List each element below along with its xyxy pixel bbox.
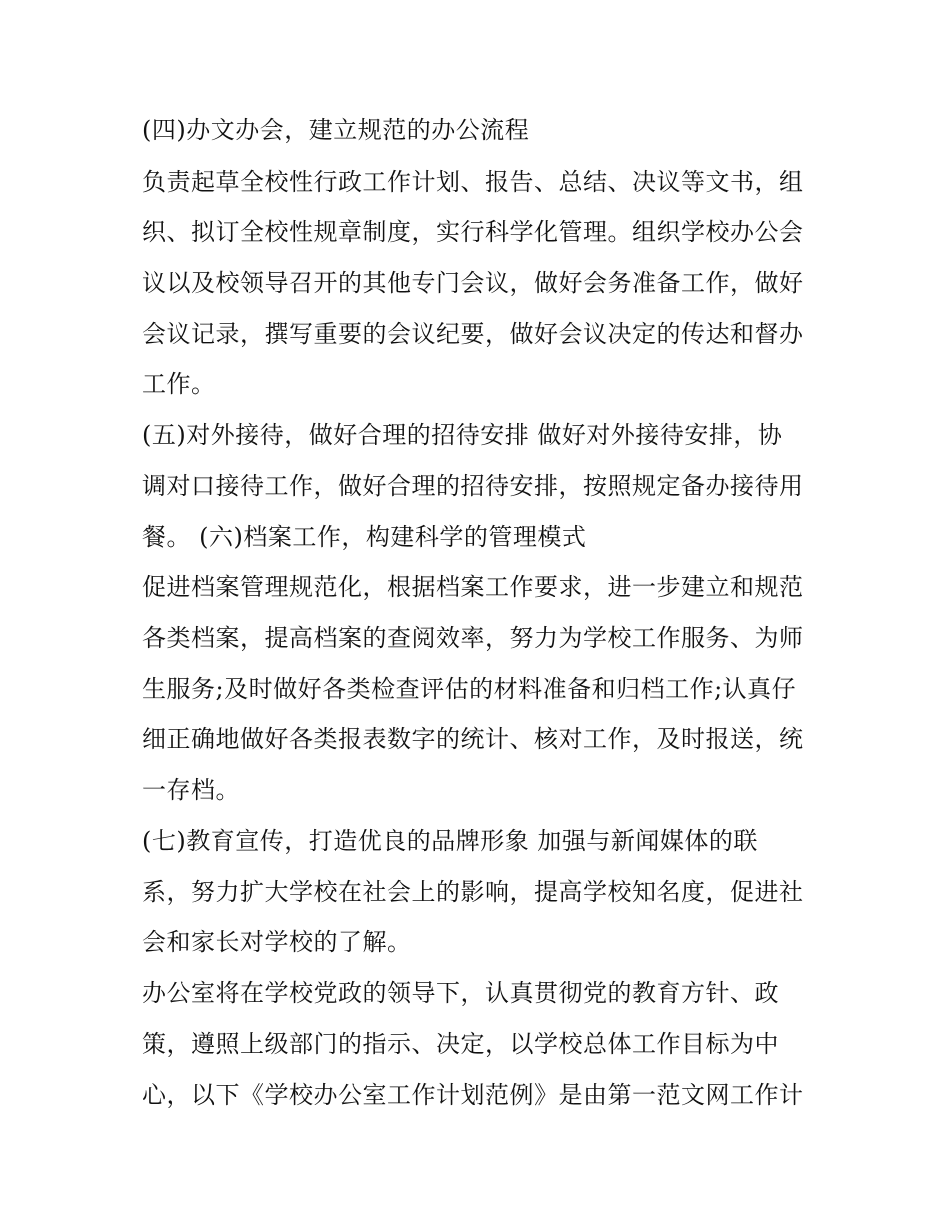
paragraph-line: 织、拟订全校性规章制度，实行科学化管理。组织学校办公会 <box>142 218 804 246</box>
section-heading-7: (七)教育宣传，打造优良的品牌形象 加强与新闻媒体的联 <box>142 827 758 855</box>
paragraph-line: 心，以下《学校办公室工作计划范例》是由第一范文网工作计 <box>142 1081 804 1109</box>
paragraph-line: 系，努力扩大学校在社会上的影响，提高学校知名度，促进社 <box>142 878 804 906</box>
paragraph-line: 议以及校领导召开的其他专门会议，做好会务准备工作，做好 <box>142 269 804 297</box>
section-heading-4: (四)办文办会，建立规范的办公流程 <box>142 116 530 144</box>
paragraph-line: 调对口接待工作，做好合理的招待安排，按照规定备办接待用 <box>142 472 804 500</box>
paragraph-line: 办公室将在学校党政的领导下，认真贯彻党的教育方针、政 <box>142 979 779 1007</box>
paragraph-line: 细正确地做好各类报表数字的统计、核对工作，及时报送，统 <box>142 725 804 753</box>
paragraph-line: 策，遵照上级部门的指示、决定，以学校总体工作目标为中 <box>142 1030 779 1058</box>
section-heading-5: (五)对外接待，做好合理的招待安排 做好对外接待安排，协 <box>142 421 783 449</box>
paragraph-line: 生服务;及时做好各类检查评估的材料准备和归档工作;认真仔 <box>142 675 797 703</box>
paragraph-line: 促进档案管理规范化，根据档案工作要求，进一步建立和规范 <box>142 573 804 601</box>
paragraph-line: 会和家长对学校的了解。 <box>142 928 412 956</box>
section-heading-6: 餐。 (六)档案工作，构建科学的管理模式 <box>142 523 587 551</box>
paragraph-line: 负责起草全校性行政工作计划、报告、总结、决议等文书，组 <box>142 168 804 196</box>
paragraph-line: 各类档案，提高档案的查阅效率，努力为学校工作服务、为师 <box>142 624 804 652</box>
paragraph-line: 工作。 <box>142 370 216 398</box>
paragraph-line: 会议记录，撰写重要的会议纪要，做好会议决定的传达和督办 <box>142 320 804 348</box>
paragraph-line: 一存档。 <box>142 776 240 804</box>
